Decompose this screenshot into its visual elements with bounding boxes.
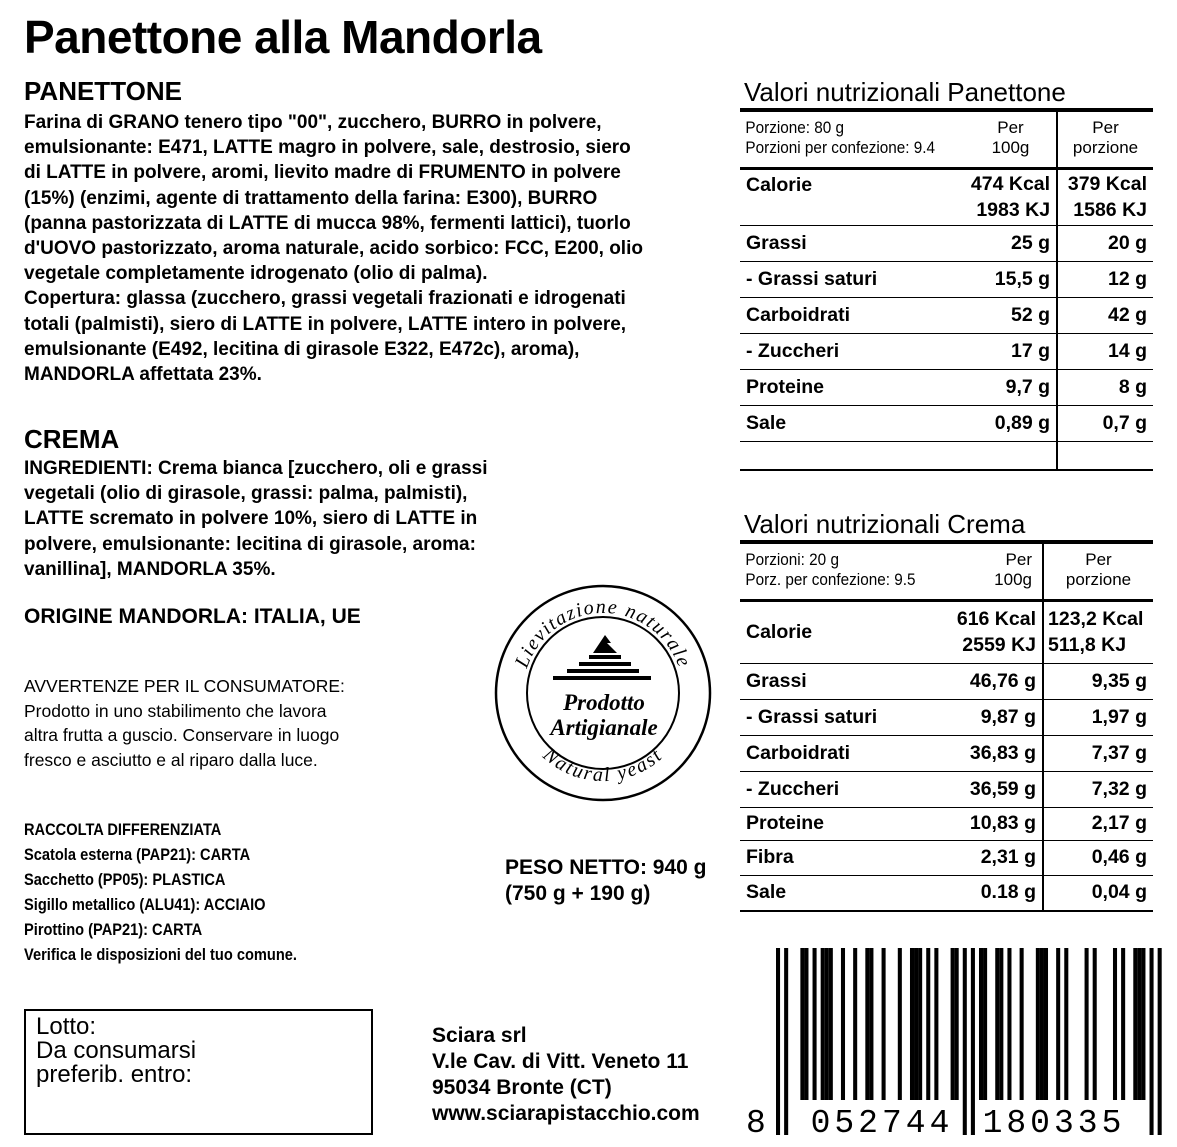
col-per-portion: Per <box>1085 550 1112 569</box>
barcode-bar <box>934 948 938 1100</box>
nutrient-label: Grassi <box>746 231 807 254</box>
crema-section <box>24 426 541 582</box>
barcode-bar <box>829 948 833 1100</box>
nutrient-value: 15,5 g <box>965 261 1057 297</box>
nutrient-value: 474 Kcal <box>970 173 1051 195</box>
panettone-ingredients <box>24 110 720 387</box>
nutrient-value: 1983 KJ <box>976 199 1051 221</box>
company-info <box>432 1023 700 1127</box>
nutrient-label: Proteine <box>746 375 825 398</box>
barcode-bar <box>1121 948 1125 1100</box>
best-before-label: Da consumarsi <box>36 1037 197 1064</box>
nutrient-label: Sale <box>746 411 787 434</box>
col-per-100g: Per <box>1005 550 1032 569</box>
barcode-bar <box>898 948 902 1100</box>
nutrient-value: 0,89 g <box>965 405 1057 441</box>
nutrient-value: 42 g <box>1107 303 1147 326</box>
nutrient-value: 7,37 g <box>1091 741 1147 764</box>
barcode-bar <box>1020 948 1024 1100</box>
nutrient-value: 2,17 g <box>1091 812 1147 834</box>
barcode-left-digits: 052744 <box>810 1105 954 1135</box>
table-row <box>740 297 1153 333</box>
artisan-seal-logo <box>493 583 713 803</box>
table-row <box>740 168 1153 225</box>
table-row <box>740 369 1153 405</box>
table-row <box>740 261 1153 297</box>
warnings-heading: AVVERTENZE PER IL CONSUMATORE: <box>24 676 345 696</box>
table-row <box>740 699 1153 735</box>
nutrient-value: 2,31 g <box>945 840 1043 875</box>
barcode-bar <box>804 948 808 1100</box>
lot-expiry-box <box>24 1009 373 1135</box>
barcode-bar <box>1056 948 1060 1100</box>
portion-size: Porzioni: 20 g <box>745 550 839 569</box>
barcode-bar <box>1036 948 1040 1100</box>
ingredient-line: emulsionante (E492, lecitina di girasole E322, E472c), aroma), <box>24 338 580 360</box>
barcode-bar <box>841 948 845 1100</box>
nutrient-label: Fibra <box>746 846 794 868</box>
nutrient-value: 2559 KJ <box>962 634 1036 656</box>
ingredient-line: Copertura: glassa (zucchero, grassi vegetali frazionati e idrogenati <box>24 288 626 310</box>
recycling-line: Scatola esterna (PAP21): CARTA <box>24 845 251 864</box>
nutrient-value: 379 Kcal <box>1067 173 1147 195</box>
barcode-bar <box>1133 948 1137 1100</box>
nutrient-value: 9,7 g <box>965 369 1057 405</box>
portion-size: Porzione: 80 g <box>745 118 845 137</box>
barcode-bar <box>1113 948 1117 1100</box>
barcode-bar <box>784 948 788 1135</box>
recycling-info <box>24 817 297 967</box>
origin-statement: ORIGINE MANDORLA: ITALIA, UE <box>24 605 361 628</box>
net-weight-line: PESO NETTO: 940 g <box>505 856 707 879</box>
nutrient-value: 0,04 g <box>1091 881 1147 904</box>
ingredient-line: vegetale completamente idrogenato (olio di palma). <box>24 263 488 285</box>
nutrient-value: 14 g <box>1107 339 1147 362</box>
barcode-bar <box>955 948 959 1100</box>
crema-heading: CREMA <box>24 424 120 454</box>
warnings-line: Prodotto in uno stabilimento che lavora <box>24 700 327 721</box>
nutrition-panettone-title: Valori nutrizionali Panettone <box>744 77 1066 107</box>
barcode-bar <box>853 948 857 1100</box>
barcode-bar <box>1085 948 1089 1100</box>
nutrient-label: Carboidrati <box>746 303 851 326</box>
barcode-bar <box>813 948 817 1100</box>
table-row <box>740 771 1153 807</box>
nutrient-label: - Zuccheri <box>746 777 840 800</box>
barcode-bar <box>910 948 914 1100</box>
nutrition-crema-title: Valori nutrizionali Crema <box>744 509 1026 539</box>
table-row <box>740 333 1153 369</box>
barcode-bar <box>1040 948 1044 1100</box>
product-title: Panettone alla Mandorla <box>24 11 542 63</box>
nutrient-value: 616 Kcal <box>956 608 1036 630</box>
ingredient-line: d'UOVO pastorizzato, aroma naturale, acido sorbico: FCC, E200, olio <box>24 238 643 260</box>
barcode-bar <box>1064 948 1068 1100</box>
company-address: V.le Cav. di Vitt. Veneto 11 <box>432 1050 689 1073</box>
table-row <box>740 807 1153 840</box>
panettone-section <box>24 78 720 387</box>
col-per-portion-unit: porzione <box>1072 138 1139 157</box>
barcode-bar <box>1093 948 1097 1100</box>
lot-label: Lotto: <box>36 1013 97 1040</box>
nutrient-value: 511,8 KJ <box>1048 634 1127 656</box>
barcode-bar <box>869 948 873 1100</box>
ingredient-line: (15%) (enzimi, agente di trattamento della farina: E300), BURRO <box>24 187 598 209</box>
col-per-portion: Per <box>1092 118 1119 137</box>
nutrient-value: 1,97 g <box>1091 705 1147 728</box>
nutrient-label: Calorie <box>746 620 813 643</box>
net-weight-detail: (750 g + 190 g) <box>505 882 651 905</box>
net-weight <box>505 855 707 907</box>
col-per-100g-unit: 100g <box>991 138 1030 157</box>
barcode-first-digit: 8 <box>746 1105 766 1135</box>
nutrient-label: - Zuccheri <box>746 339 840 362</box>
nutrient-value: 0.18 g <box>945 875 1043 911</box>
seal-bottom-text: Natural yeast <box>538 743 668 787</box>
barcode-bar <box>1141 948 1145 1100</box>
barcode-bar <box>1158 948 1162 1135</box>
nutrient-value: 46,76 g <box>945 663 1043 699</box>
table-row <box>740 600 1153 663</box>
nutrient-value: 52 g <box>965 297 1057 333</box>
table-row <box>740 441 1153 470</box>
volcano-icon <box>553 635 651 680</box>
nutrient-value: 1586 KJ <box>1073 199 1147 221</box>
ingredient-line: INGREDIENTI: Crema bianca [zucchero, oli e grassi <box>24 458 488 479</box>
nutrient-value: 8 g <box>1118 375 1147 398</box>
barcode-right-digits: 180335 <box>982 1105 1126 1135</box>
recycling-heading: RACCOLTA DIFFERENZIATA <box>24 820 222 839</box>
seal-line1: Prodotto <box>563 690 645 715</box>
best-before-label-cont: preferib. entro: <box>36 1061 193 1088</box>
warnings-line: fresco e asciutto e al riparo dalla luce. <box>24 749 318 770</box>
barcode-bar <box>979 948 983 1100</box>
barcode-bar <box>918 948 922 1100</box>
barcode-bar <box>882 948 886 1100</box>
company-website[interactable]: www.sciarapistacchio.com <box>432 1102 700 1125</box>
barcode-bar <box>1044 948 1048 1100</box>
recycling-line: Pirottino (PAP21): CARTA <box>24 920 203 939</box>
barcode-bar <box>1150 948 1154 1135</box>
nutrient-value: 10,83 g <box>945 807 1043 840</box>
ingredient-line: totali (palmisti), siero di LATTE in polvere, LATTE intero in polvere, <box>24 313 627 335</box>
table-row <box>740 735 1153 771</box>
nutrient-value: 9,35 g <box>1091 669 1147 692</box>
barcode-bar <box>821 948 825 1100</box>
table-row <box>740 405 1153 441</box>
barcode-bar <box>971 948 975 1135</box>
barcode-bar <box>1007 948 1011 1100</box>
barcode-bar <box>865 948 869 1100</box>
portions-per-pack: Porz. per confezione: 9.5 <box>745 570 916 589</box>
barcode-bar <box>1137 948 1141 1100</box>
company-city: 95034 Bronte (CT) <box>432 1076 612 1099</box>
table-row <box>740 225 1153 261</box>
ingredient-line: vanillina], MANDORLA 35%. <box>24 558 276 580</box>
recycling-line: Sacchetto (PP05): PLASTICA <box>24 870 226 889</box>
barcode-bar <box>825 948 829 1100</box>
seal-line2: Artigianale <box>550 715 658 740</box>
barcode-bar <box>951 948 955 1100</box>
nutrient-value: 12 g <box>1107 267 1147 290</box>
barcode-bar <box>999 948 1003 1100</box>
company-name: Sciara srl <box>432 1024 527 1047</box>
portions-per-pack: Porzioni per confezione: 9.4 <box>745 138 936 157</box>
table-row <box>740 663 1153 699</box>
table-row <box>740 875 1153 911</box>
nutrient-label: Grassi <box>746 669 807 692</box>
barcode-bar <box>983 948 987 1100</box>
barcode-bar <box>776 948 780 1135</box>
nutrient-value: 36,83 g <box>945 735 1043 771</box>
nutrient-value: 0,46 g <box>1091 846 1147 868</box>
seal-top-text: Lievitazione naturale <box>510 595 696 671</box>
col-per-100g: Per <box>997 118 1024 137</box>
nutrient-value: 25 g <box>965 225 1057 261</box>
consumer-warnings <box>24 674 345 772</box>
ingredient-line: MANDORLA affettata 23%. <box>24 364 262 386</box>
nutrient-label: - Grassi saturi <box>746 705 878 728</box>
nutrient-label: - Grassi saturi <box>746 267 878 290</box>
ingredient-line: emulsionante: E471, LATTE magro in polvere, sale, destrosio, siero <box>24 137 631 159</box>
table-row <box>740 840 1153 875</box>
nutrient-label: Carboidrati <box>746 741 851 764</box>
nutrient-value: 17 g <box>965 333 1057 369</box>
nutrition-panettone-table <box>740 112 1153 471</box>
ingredient-line: Farina di GRANO tenero tipo "00", zucchero, BURRO in polvere, <box>24 112 602 133</box>
ingredient-line: LATTE scremato in polvere 10%, siero di LATTE in <box>24 508 478 530</box>
nutrient-value: 7,32 g <box>1091 777 1147 800</box>
barcode-bar <box>963 948 967 1135</box>
col-per-portion-unit: porzione <box>1065 570 1132 589</box>
nutrition-crema-table <box>740 544 1153 912</box>
nutrient-label: Sale <box>746 881 787 904</box>
crema-ingredients <box>24 456 541 582</box>
ingredient-line: (panna pastorizzata di LATTE di mucca 98%, fermenti lattici), tuorlo <box>24 212 631 234</box>
nutrient-label: Calorie <box>746 173 813 196</box>
nutrient-value: 123,2 Kcal <box>1048 608 1144 630</box>
barcode-bar <box>926 948 930 1100</box>
ingredient-line: di LATTE in polvere, aromi, lievito madre di FRUMENTO in polvere <box>24 162 621 184</box>
nutrient-label: Proteine <box>746 812 825 834</box>
nutrient-value: 0,7 g <box>1102 411 1147 434</box>
col-per-100g-unit: 100g <box>994 570 1032 589</box>
barcode-bar <box>800 948 804 1100</box>
ingredient-line: polvere, emulsionante: lecitina di girasole, aroma: <box>24 533 476 555</box>
barcode-bar <box>914 948 918 1100</box>
recycling-line: Sigillo metallico (ALU41): ACCIAIO <box>24 895 266 914</box>
ingredient-line: vegetali (olio di girasole, grassi: palma, palmisti), <box>24 483 468 505</box>
ean13-barcode <box>742 940 1162 1135</box>
panettone-heading: PANETTONE <box>24 76 182 106</box>
nutrient-value: 9,87 g <box>945 699 1043 735</box>
nutrient-value: 20 g <box>1107 231 1147 254</box>
barcode-bar <box>995 948 999 1100</box>
warnings-line: altra frutta a guscio. Conservare in luogo <box>24 725 340 746</box>
nutrient-value: 36,59 g <box>945 771 1043 807</box>
recycling-line: Verifica le disposizioni del tuo comune. <box>24 945 297 964</box>
svg-text:Natural yeast <box>538 743 667 786</box>
